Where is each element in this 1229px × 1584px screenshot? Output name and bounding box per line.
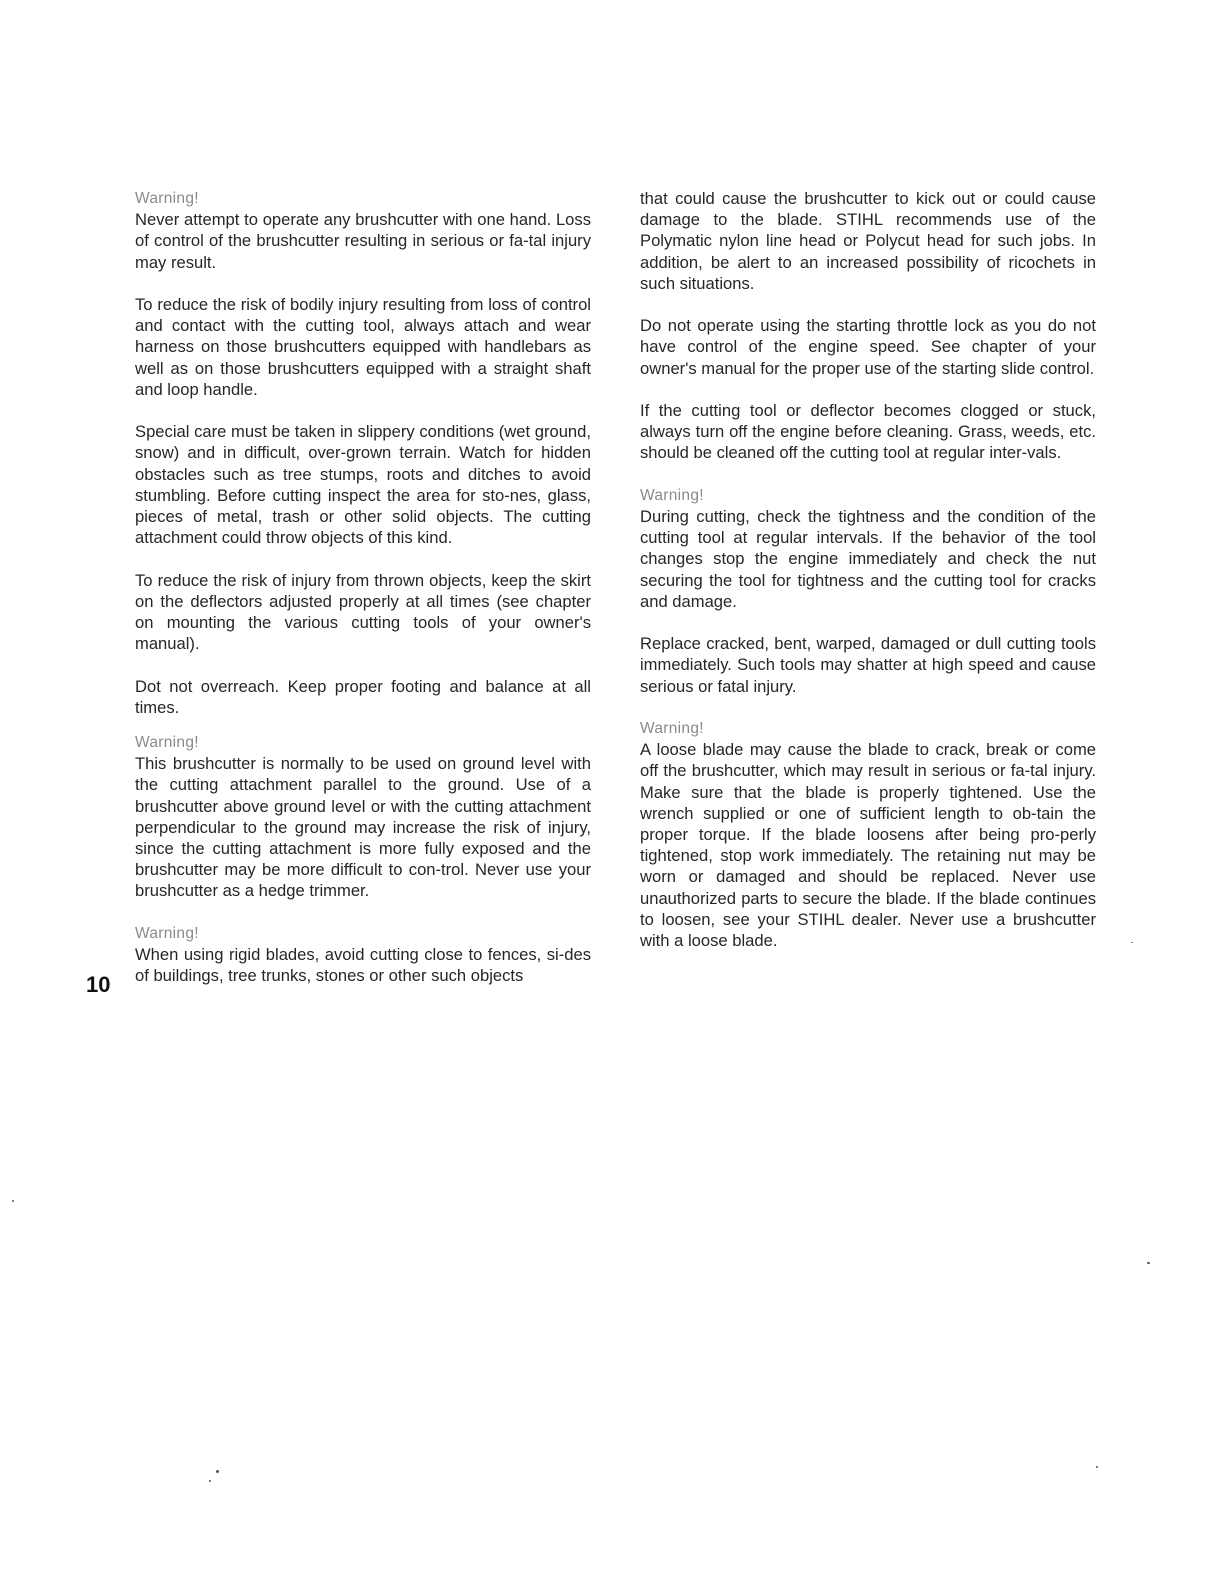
warning-block [640,485,1096,612]
page-number: 10 [86,972,111,997]
scan-speck [1147,1262,1150,1264]
warning-text: During cutting, check the tightness and the condition of the cutting tool at regular intervals. If the behavior of the tool changes stop the engine immediately and check the nut securing the tool for tightness and the cutting tool for cracks and damage. [640,507,1096,611]
warning-heading: Warning! [135,734,199,752]
warning-text: When using rigid blades, avoid cutting close to fences, si-des of buildings, tree trunks, stones or other such objects [135,945,591,986]
warning-heading: Warning! [640,720,704,737]
warning-block [135,188,591,273]
scan-speck [1096,1466,1098,1468]
paragraph: Do not operate using the starting throttle lock as you do not have control of the engine speed. See chapter of your owner's manual for the proper use of the starting slide control. [640,316,1096,378]
scan-speck [12,1200,14,1202]
warning-block [640,718,1096,951]
warning-heading: Warning! [135,190,199,207]
warning-text: Never attempt to operate any brushcutter with one hand. Loss of control of the brushcutter resulting in serious or fa-tal injury may result. [135,210,591,272]
warning-text: A loose blade may cause the blade to crack, break or come off the brushcutter, which may result in serious or fa-tal injury. Make sure that the blade is properly tightened. Use the wrench supplied or one of sufficient length to ob-tain the proper torque. If the blade loosens after being pro-perly tightened, stop work immediately. The retaining nut may be worn or damaged and should be replaced. Never use unauthorized parts to secure the blade. If the blade continues to loosen, see your STIHL dealer. Never use a brushcutter with a loose blade. [640,740,1096,951]
paragraph: If the cutting tool or deflector becomes clogged or stuck, always turn off the engine before cleaning. Grass, weeds, etc. should be cleaned off the cutting tool at regular inter-vals. [640,401,1096,463]
warning-block [135,923,591,987]
paragraph: Replace cracked, bent, warped, damaged or dull cutting tools immediately. Such tools may shatter at high speed and cause serious or fatal injury. [640,634,1096,696]
paragraph: To reduce the risk of injury from thrown objects, keep the skirt on the deflectors adjusted properly at all times (see chapter on mounting the various cutting tools of your owner's manual). [135,570,591,654]
right-column [640,188,1096,972]
warning-heading: Warning! [135,924,199,942]
paragraph: Dot not overreach. Keep proper footing and balance at all times. [135,676,591,717]
scan-speck [216,1470,219,1473]
warning-heading: Warning! [640,486,704,504]
scan-speck [1131,942,1133,943]
paragraph: To reduce the risk of bodily injury resulting from loss of control and contact with the cutting tool, always attach and wear harness on those brushcutters equipped with handlebars as well as on those brushcutters equipped with a straight shaft and loop handle. [135,295,591,399]
warning-block [135,732,591,902]
scan-speck [209,1480,211,1482]
paragraph: Special care must be taken in slippery conditions (wet ground, snow) and in difficult, over-grown terrain. Watch for hidden obstacles such as tree stumps, roots and ditches to avoid stumbling. Before cutting inspect the area for sto-nes, glass, pieces of metal, trash or other solid objects. The cutting attachment could throw objects of this kind. [135,422,591,548]
left-column [135,188,591,1008]
warning-text: This brushcutter is normally to be used on ground level with the cutting attachment parallel to the ground. Use of a brushcutter above ground level or with the cutting attachment perpendicular to the ground may increase the risk of injury, since the cutting attachment is more fully exposed and the brushcutter may be more difficult to con-trol. Never use your brushcutter as a hedge trimmer. [135,754,591,901]
paragraph: that could cause the brushcutter to kick out or could cause damage to the blade. STIHL recommends use of the Polymatic nylon line head or Polycut head for such jobs. In addition, be alert to an increased possibility of ricochets in such situations. [640,189,1096,293]
